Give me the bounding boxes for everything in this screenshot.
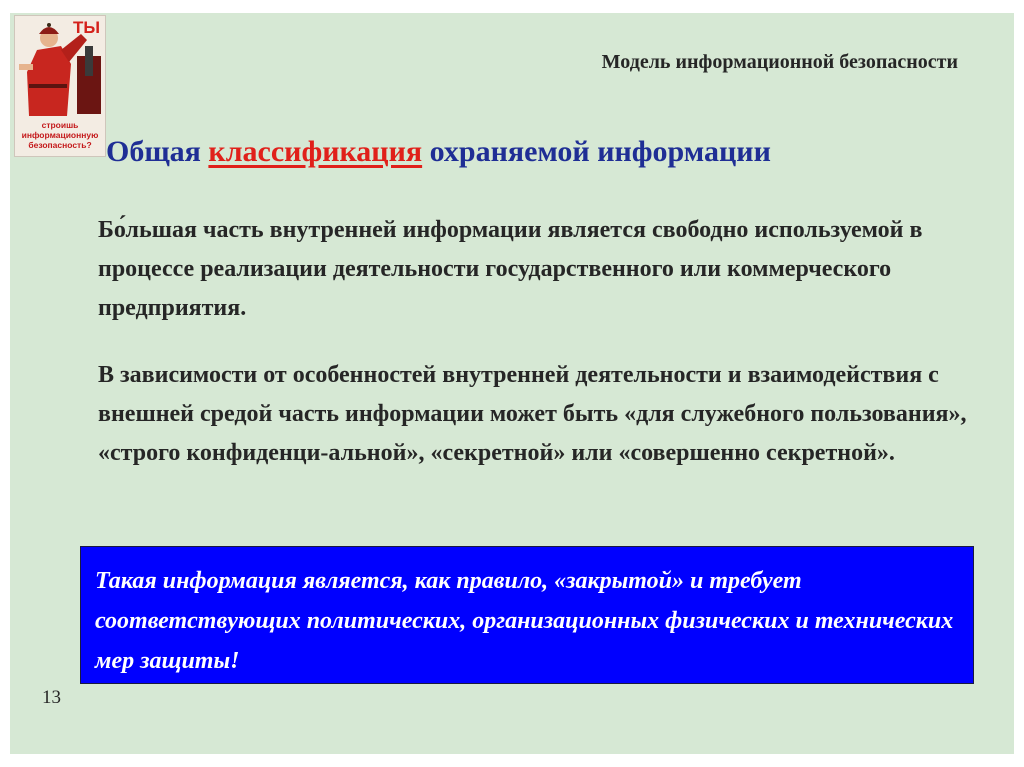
poster-caption-line: безопасность? [28, 140, 92, 150]
main-heading [106, 135, 771, 169]
poster-caption-line: строишь [41, 120, 79, 130]
poster-caption-line: информационную [21, 130, 99, 140]
poster-caption [15, 120, 105, 150]
poster-image [14, 15, 106, 157]
callout-text: Такая информация является, как правило, «закрытой» и требует соответствующих политических, организационных физических и технических мер защиты! [95, 568, 954, 674]
heading-text-after: охраняемой информации [422, 135, 771, 168]
page-number: 13 [42, 687, 61, 708]
heading-text-before: Общая [106, 135, 209, 168]
callout-box [80, 546, 974, 684]
slide [10, 13, 1014, 754]
body-paragraph-2: В зависимости от особенностей внутренней деятельности и взаимодействия с внешней средой часть информации может быть «для служебного пользования», «строго конфиденци-альной», «секретной» или «совершенно секретной». [98, 362, 967, 466]
poster-word: ТЫ [73, 18, 101, 37]
body-paragraph-1: Бо́льшая часть внутренней информации является свободно используемой в процессе реализации деятельности государственного или коммерческого предприятия. [98, 217, 923, 321]
heading-highlight: классификация [208, 135, 423, 168]
slide-header-title: Модель информационной безопасности [601, 51, 958, 73]
